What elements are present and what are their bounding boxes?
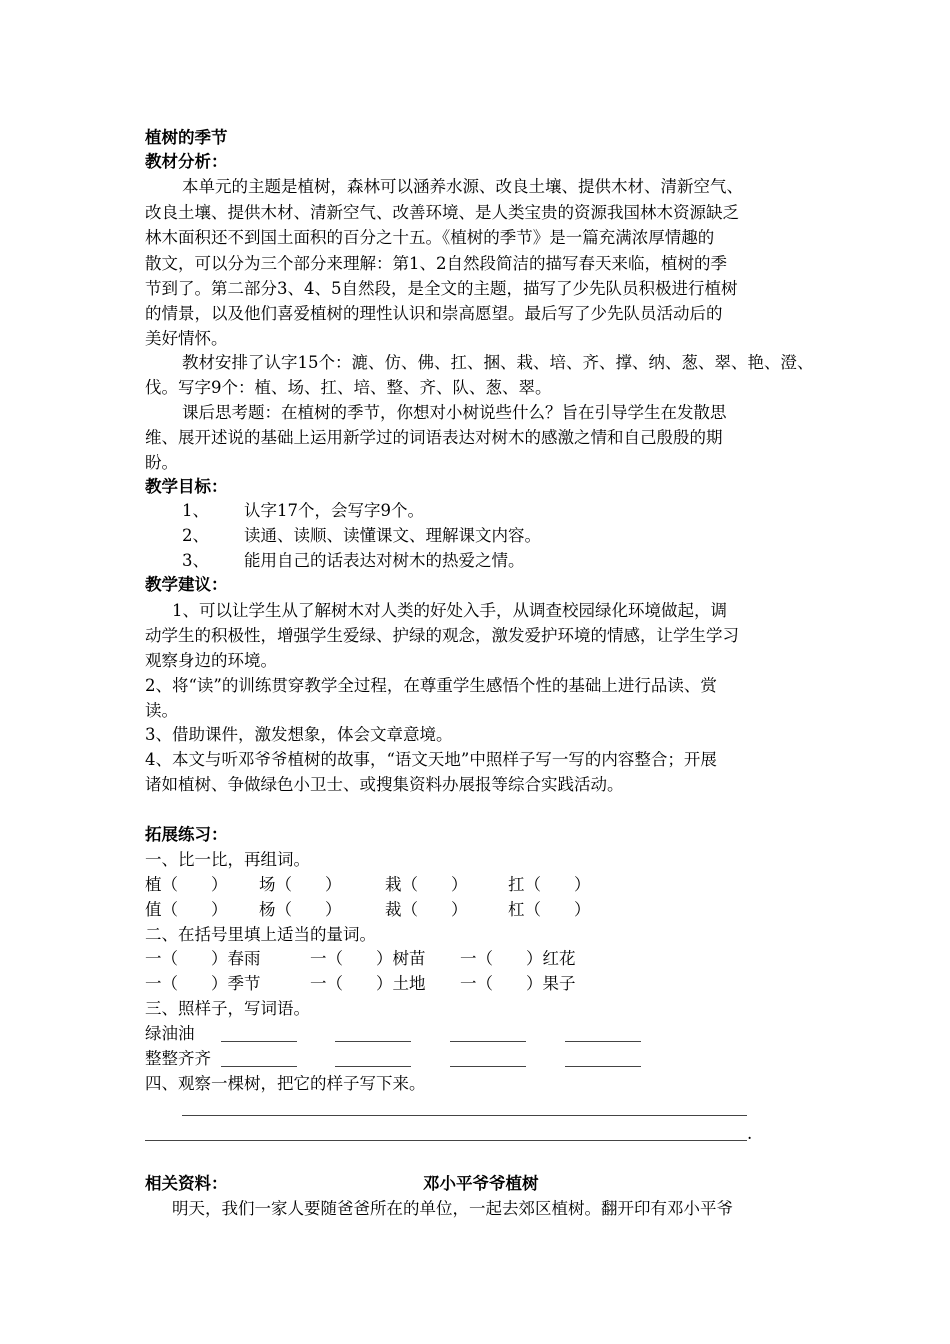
answer-blank[interactable] <box>221 1041 297 1042</box>
suggestion-line: 4、本文与听邓爷爷植树的故事，“语文天地”中照样子写一写的内容整合；开展 <box>145 750 717 769</box>
exercise-q2-title: 二、在括号里填上适当的量词。 <box>145 925 376 944</box>
analysis-para1-line: 美好情怀。 <box>145 329 228 348</box>
exercise-q1-title: 一、比一比，再组词。 <box>145 850 310 869</box>
analysis-para3-line: 维、展开述说的基础上运用新学过的词语表达对树木的感激之情和自己殷殷的期 <box>145 428 723 447</box>
analysis-para1-line: 改良土壤、提供木材、清新空气、改善环境、是人类宝贵的资源我国林木资源缺乏 <box>145 203 739 222</box>
suggestion-line: 观察身边的环境。 <box>145 651 277 670</box>
q1-cell: 杨（ ） <box>259 900 342 919</box>
answer-blank[interactable] <box>565 1066 641 1067</box>
answer-blank[interactable] <box>450 1066 526 1067</box>
goal-item: 3、 能用自己的话表达对树木的热爱之情。 <box>182 551 525 570</box>
suggestion-line: 诸如植树、争做绿色小卫士、或搜集资料办展报等综合实践活动。 <box>145 775 624 794</box>
answer-blank[interactable] <box>335 1066 411 1067</box>
resources-heading: 相关资料： <box>145 1174 228 1193</box>
answer-blank[interactable] <box>335 1041 411 1042</box>
analysis-para2-line: 伐。写字9个：植、场、扛、培、整、齐、队、葱、翠。 <box>145 378 552 397</box>
q2-cell: 一（ ）红花 <box>460 949 576 968</box>
goals-heading: 教学目标： <box>145 477 228 496</box>
q2-cell: 一（ ）春雨 <box>145 949 261 968</box>
suggestion-line: 2、将“读”的训练贯穿教学全过程，在尊重学生感悟个性的基础上进行品读、赏 <box>145 676 717 695</box>
q1-cell: 裁（ ） <box>385 900 468 919</box>
story-first-line: 明天，我们一家人要随爸爸所在的单位，一起去郊区植树。翻开印有邓小平爷 <box>172 1199 733 1218</box>
q3-example: 绿油油 <box>145 1024 195 1043</box>
q1-cell: 扛（ ） <box>508 875 591 894</box>
analysis-para2-line: 教材安排了认字15个：漉、仿、佛、扛、捆、栽、培、齐、撑、纳、葱、翠、艳、澄、 <box>182 353 814 372</box>
q3-example: 整整齐齐 <box>145 1049 211 1068</box>
answer-blank[interactable] <box>565 1041 641 1042</box>
exercises-heading: 拓展练习： <box>145 825 228 844</box>
analysis-para3-line: 盼。 <box>145 453 178 472</box>
q1-cell: 栽（ ） <box>385 875 468 894</box>
end-mark: . <box>747 1124 753 1143</box>
analysis-para1-line: 节到了。第二部分3、4、5自然段，是全文的主题，描写了少先队员积极进行植树 <box>145 279 738 298</box>
q1-cell: 值（ ） <box>145 900 228 919</box>
q1-cell: 植（ ） <box>145 875 228 894</box>
q2-cell: 一（ ）果子 <box>460 974 576 993</box>
story-title: 邓小平爷爷植树 <box>423 1174 539 1193</box>
goal-item: 2、 读通、读顺、读懂课文、理解课文内容。 <box>182 526 541 545</box>
goal-item: 1、 认字17个，会写字9个。 <box>182 501 424 520</box>
exercise-q4-title: 四、观察一棵树，把它的样子写下来。 <box>145 1074 426 1093</box>
q1-cell: 杠（ ） <box>508 900 591 919</box>
answer-blank[interactable] <box>221 1066 297 1067</box>
suggestion-line: 动学生的积极性，增强学生爱绿、护绿的观念，激发爱护环境的情感，让学生学习 <box>145 626 739 645</box>
suggestion-line: 1、可以让学生从了解树木对人类的好处入手，从调查校园绿化环境做起，调 <box>172 601 727 620</box>
analysis-para1-line: 本单元的主题是植树，森林可以涵养水源、改良土壤、提供木材、清新空气、 <box>182 177 743 196</box>
analysis-para1-line: 林木面积还不到国土面积的百分之十五。《植树的季节》是一篇充满浓厚情趣的 <box>145 228 715 247</box>
q2-cell: 一（ ）树苗 <box>310 949 426 968</box>
exercise-q3-title: 三、照样子，写词语。 <box>145 999 310 1018</box>
suggestions-heading: 教学建议： <box>145 575 228 594</box>
q2-cell: 一（ ）土地 <box>310 974 426 993</box>
writing-line[interactable] <box>182 1115 747 1116</box>
analysis-para1-line: 散文，可以分为三个部分来理解：第1、2自然段简洁的描写春天来临，植树的季 <box>145 254 727 273</box>
analysis-para1-line: 的情景，以及他们喜爱植树的理性认识和崇高愿望。最后写了少先队员活动后的 <box>145 304 723 323</box>
q1-cell: 场（ ） <box>259 875 342 894</box>
analysis-heading: 教材分析： <box>145 152 228 171</box>
suggestion-line: 3、借助课件，激发想象，体会文章意境。 <box>145 725 453 744</box>
q2-cell: 一（ ）季节 <box>145 974 261 993</box>
suggestion-line: 读。 <box>145 701 178 720</box>
answer-blank[interactable] <box>450 1041 526 1042</box>
doc-title: 植树的季节 <box>145 128 228 147</box>
writing-line[interactable] <box>145 1140 747 1141</box>
analysis-para3-line: 课后思考题：在植树的季节，你想对小树说些什么？旨在引导学生在发散思 <box>182 403 727 422</box>
